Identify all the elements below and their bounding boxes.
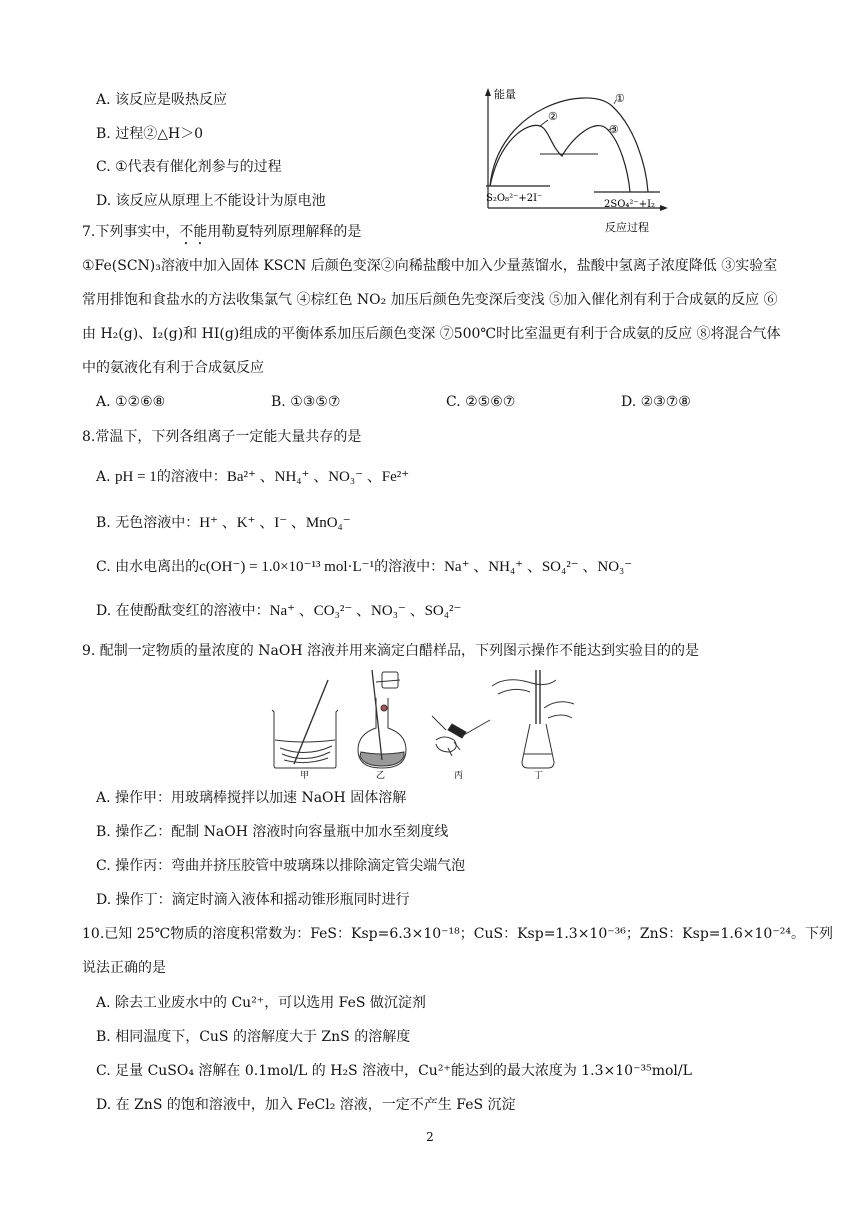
q7-stem-suffix: 用勒夏特列原理解释的是 xyxy=(207,224,362,240)
q8-b-prefix: B. 无色溶液中： xyxy=(96,515,200,531)
q7-stem-prefix: 7.下列事实中， xyxy=(82,224,180,240)
curve-2-label: ② xyxy=(548,110,558,123)
q6-option-d: D. 该反应从原理上不能设计为原电池 xyxy=(96,193,326,209)
q10-option-a: A. 除去工业废水中的 Cu²⁺，可以选用 FeS 做沉淀剂 xyxy=(96,995,426,1011)
q7-option-c: C. ②⑤⑥⑦ xyxy=(446,394,516,410)
q9-option-c: C. 操作丙：弯曲并挤压胶管中玻璃珠以排除滴定管尖端气泡 xyxy=(96,858,466,874)
q7-body: ①Fe(SCN)₃溶液中加入固体 KSCN 后颜色变深②向稀盐酸中加入少量蒸馏水，盐酸中氢离子浓度降低 ③实验室常用排饱和食盐水的方法收集氯气 ④棕红色 NO₂ 加压后颜色先变深后变浅 ⑤加入催化剂有利于合成氨的反应 ⑥由 H₂(g)、I₂(g)和 HI(g)组成的平衡体系加压后颜色变深 ⑦500℃时比室温更有利于合成氨的反应 ⑧将混合气体中的氨液化有利于合成氨反应 xyxy=(82,258,781,376)
q10-option-c: C. 足量 CuSO₄ 溶解在 0.1mol/L 的 H₂S 溶液中，Cu²⁺能达到的最大浓度为 1.3×10⁻³⁵mol/L xyxy=(96,1063,692,1079)
q8-d-ions: Na⁺ 、CO₃²⁻ 、NO₃⁻ 、SO₄²⁻ xyxy=(269,603,462,619)
y-axis-label: 能量 xyxy=(494,88,516,101)
q10-option-b: B. 相同温度下，CuS 的溶解度大于 ZnS 的溶解度 xyxy=(96,1029,411,1045)
burette-tip-with-hand xyxy=(432,716,490,756)
q8-c-ions: Na⁺ 、NH₄⁺ 、SO₄²⁻ 、NO₃⁻ xyxy=(444,559,633,575)
q7-option-b: B. ①③⑤⑦ xyxy=(271,394,341,410)
q8-option-c xyxy=(96,557,632,577)
figure-label-ding: 丁 xyxy=(534,771,544,780)
q8-a-ions: Ba²⁺ 、NH₄⁺ 、NO₃⁻ 、Fe²⁺ xyxy=(226,469,410,485)
q8-stem: 8.常温下，下列各组离子一定能大量共存的是 xyxy=(82,429,362,445)
q7-stem xyxy=(82,222,361,248)
q10-option-d: D. 在 ZnS 的饱和溶液中，加入 FeCl₂ 溶液，一定不产生 FeS 沉淀 xyxy=(96,1097,516,1113)
curve-1-label: ① xyxy=(615,92,625,105)
q9-option-a: A. 操作甲：用玻璃棒搅拌以加速 NaOH 固体溶解 xyxy=(96,790,407,806)
q7-options xyxy=(96,392,796,412)
q7-stem-emphasis: 不能 xyxy=(179,224,208,240)
volumetric-flask xyxy=(358,670,406,768)
page-number: 2 xyxy=(426,1130,434,1144)
products-label: 2SO₄²⁻+I₂ xyxy=(604,199,656,210)
q8-c-condition: c(OH⁻) = 1.0×10⁻¹³ mol·L⁻¹ xyxy=(199,559,375,575)
q7-option-d: D. ②③⑦⑧ xyxy=(621,394,691,410)
figure-label-jia: 甲 xyxy=(300,771,310,780)
q8-b-ions: H⁺ 、K⁺ 、I⁻ 、MnO₄⁻ xyxy=(199,515,351,531)
q7-option-a: A. ①②⑥⑧ xyxy=(96,394,166,410)
q10-stem-line2: 说法正确的是 xyxy=(82,960,166,976)
figure-label-bing: 丙 xyxy=(454,771,464,780)
x-axis-arrow xyxy=(660,205,668,211)
q6-option-c: C. ①代表有催化剂参与的过程 xyxy=(96,159,282,175)
q8-option-a xyxy=(96,467,409,487)
q8-a-prefix: A. xyxy=(96,469,111,485)
y-axis-arrow xyxy=(485,88,491,96)
q9-option-b: B. 操作乙：配制 NaOH 溶液时向容量瓶中加水至刻度线 xyxy=(96,824,449,840)
curve-3-label: ③ xyxy=(609,123,619,136)
q8-c-prefix: C. 由水电离出的 xyxy=(96,559,200,575)
q6-option-a: A. 该反应是吸热反应 xyxy=(96,92,228,108)
q9-option-d: D. 操作丁：滴定时滴入液体和摇动锥形瓶同时进行 xyxy=(96,892,410,908)
x-axis-label: 反应过程 xyxy=(605,221,649,234)
beaker-with-glass-rod xyxy=(272,680,338,768)
q8-option-b xyxy=(96,513,351,533)
q8-a-mid: 的溶液中： xyxy=(156,469,227,485)
q6-option-b: B. 过程②△H＞0 xyxy=(96,126,204,142)
q8-a-condition: pH = 1 xyxy=(115,469,157,485)
titration-setup xyxy=(492,670,574,768)
q8-d-prefix: D. 在使酚酞变红的溶液中： xyxy=(96,603,270,619)
q9-stem: 9. 配制一定物质的量浓度的 NaOH 溶液并用来滴定白醋样品，下列图示操作不能达到实验目的的是 xyxy=(82,643,699,659)
q8-c-mid: 的溶液中： xyxy=(374,559,445,575)
figure-label-yi: 乙 xyxy=(376,771,386,780)
q10-stem-line1: 10.已知 25℃物质的溶度积常数为：FeS：Ksp=6.3×10⁻¹⁸；CuS：Ksp=1.3×10⁻³⁶；ZnS：Ksp=1.6×10⁻²⁴。下列 xyxy=(82,926,833,942)
q8-option-d xyxy=(96,601,461,621)
reactants-label: S₂O₈²⁻+2I⁻ xyxy=(486,193,543,204)
lab-apparatus-figure xyxy=(266,668,576,780)
energy-diagram xyxy=(468,86,668,234)
